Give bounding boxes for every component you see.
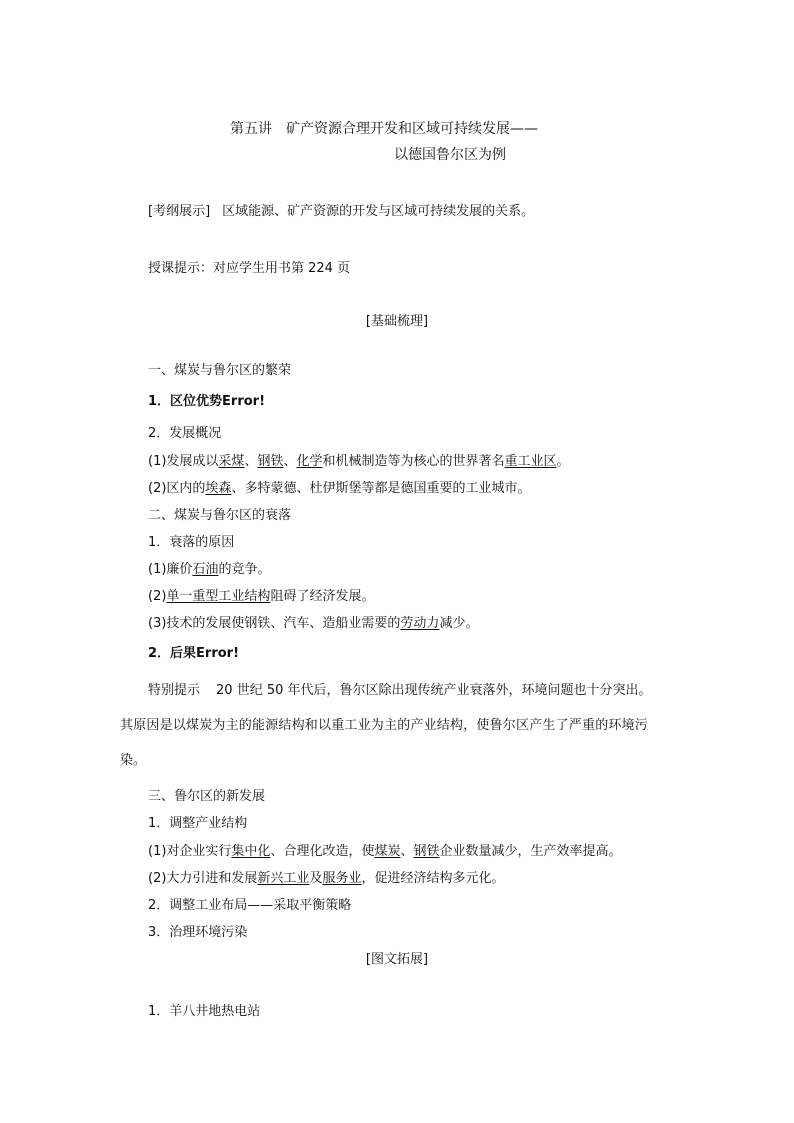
part2-heading: 二、煤炭与鲁尔区的衰落 <box>148 508 292 523</box>
part1-item1: 1．区位优势Error! <box>148 394 266 409</box>
underlined-term: 煤炭 <box>374 844 401 859</box>
text: (1)发展成以 <box>148 454 219 469</box>
part2-para2 <box>148 588 374 606</box>
underlined-term: 化学 <box>296 454 323 469</box>
text: 及 <box>309 871 323 886</box>
text: (1)廉价 <box>148 562 193 577</box>
section-basic-heading: [基础梳理] <box>365 314 429 329</box>
underlined-term: 钢铁 <box>413 844 440 859</box>
text: (2) <box>148 589 167 604</box>
underlined-term: 服务业 <box>322 871 362 886</box>
text: 、 <box>283 454 297 469</box>
underlined-term: 采煤 <box>218 454 245 469</box>
underlined-term: 新兴工业 <box>257 871 310 886</box>
title-line-2: 以德国鲁尔区为例 <box>394 147 506 163</box>
title-line-1: 第五讲 矿产资源合理开发和区域可持续发展—— <box>230 121 538 137</box>
part1-item2: 2．发展概况 <box>148 426 222 441</box>
text: (1)对企业实行 <box>148 844 232 859</box>
section-ext-heading: [图文拓展] <box>365 952 429 967</box>
part2-item1: 1．衰落的原因 <box>148 535 235 550</box>
part1-para1 <box>148 453 570 471</box>
text: (2)区内的 <box>148 481 206 496</box>
text: 、多特蒙德、杜伊斯堡等都是德国重要的工业城市。 <box>231 481 531 496</box>
outline-label: [考纲展示] <box>148 204 211 219</box>
underlined-term: 重工业区 <box>504 454 557 469</box>
text: (3)技术的发展使钢铁、汽车、造船业需要的 <box>148 616 401 631</box>
text: 、 <box>244 454 258 469</box>
underlined-term: 劳动力 <box>400 616 440 631</box>
underlined-term: 单一重型工业结构 <box>166 589 271 604</box>
special-label: 特别提示 <box>148 683 201 698</box>
text: 。 <box>556 454 570 469</box>
text: 20 世纪 50 年代后，鲁尔区除出现传统产业衰落外，环境问题也十分突出。 <box>216 683 652 698</box>
text: 企业数量减少，生产效率提高。 <box>439 844 622 859</box>
text: 和机械制造等为核心的世界著名 <box>322 454 505 469</box>
part3-heading: 三、鲁尔区的新发展 <box>148 789 266 804</box>
underlined-term: 埃森 <box>205 481 232 496</box>
text: 、 <box>400 844 414 859</box>
special-line1 <box>148 682 652 700</box>
part1-para2 <box>148 480 530 498</box>
part1-heading: 一、煤炭与鲁尔区的繁荣 <box>148 363 292 378</box>
text: 的竞争。 <box>218 562 271 577</box>
text: 、合理化改造，使 <box>270 844 375 859</box>
special-line2: 其原因是以煤炭为主的能源结构和以重工业为主的产业结构，使鲁尔区产生了严重的环境污 <box>120 718 649 733</box>
ext-item1: 1．羊八井地热电站 <box>148 1004 261 1019</box>
text: 阻碍了经济发展。 <box>270 589 375 604</box>
hint-text: 授课提示：对应学生用书第 224 页 <box>148 261 351 276</box>
underlined-term: 钢铁 <box>257 454 284 469</box>
part3-para1 <box>148 843 622 861</box>
special-line3: 染。 <box>120 753 147 768</box>
outline-row <box>148 203 534 221</box>
part3-item3: 3．治理环境污染 <box>148 925 248 940</box>
text: 减少。 <box>439 616 479 631</box>
text: ，促进经济结构多元化。 <box>361 871 505 886</box>
part3-para2 <box>148 870 504 888</box>
outline-text: 区域能源、矿产资源的开发与区域可持续发展的关系。 <box>222 204 535 219</box>
part3-item1: 1．调整产业结构 <box>148 816 248 831</box>
text: (2)大力引进和发展 <box>148 871 258 886</box>
part2-para1 <box>148 561 270 579</box>
part2-item2: 2．后果Error! <box>148 646 240 661</box>
part2-para3 <box>148 615 478 633</box>
underlined-term: 石油 <box>192 562 219 577</box>
underlined-term: 集中化 <box>231 844 271 859</box>
part3-item2: 2．调整工业布局——采取平衡策略 <box>148 898 352 913</box>
